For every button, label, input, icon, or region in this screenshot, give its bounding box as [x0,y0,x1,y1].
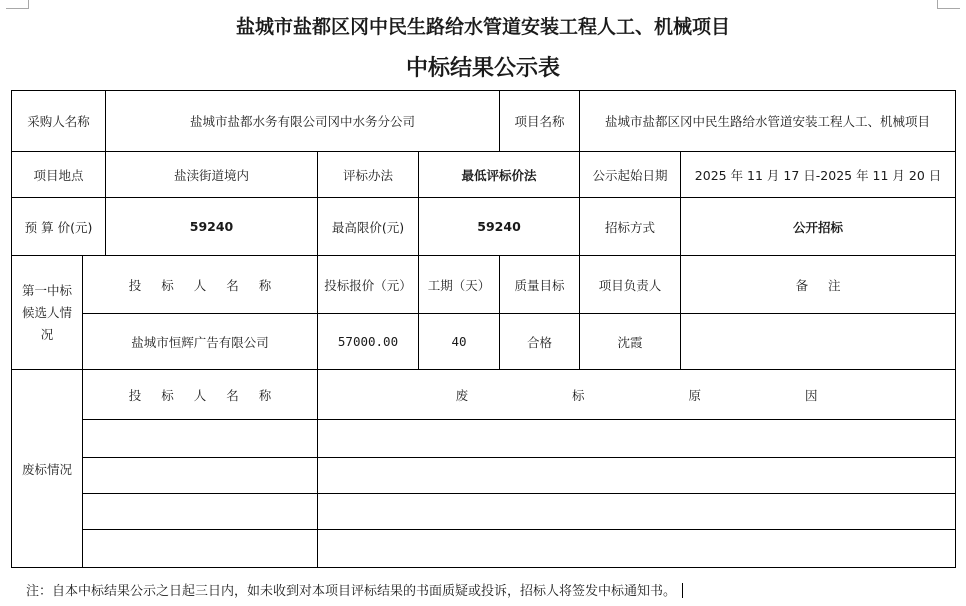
purchaser-label: 采购人名称 [12,91,106,152]
page-corner-mark-left [6,0,29,9]
budget-value: 59240 [106,198,318,256]
document-subtitle: 中标结果公示表 [405,55,560,81]
project-name-value: 盐城市盐都区冈中民生路给水管道安装工程人工、机械项目 [580,91,956,152]
disqualified-reason-cell [318,530,956,568]
disqualified-reason-cell [318,420,956,458]
footnote-text: 注：自本中标结果公示之日起三日内，如未收到对本项目评标结果的书面质疑或投诉，招标人将签发中标通知书。 [26,584,677,599]
candidate-bid-price: 57000.00 [318,314,419,370]
candidate-quality: 合格 [500,314,580,370]
disqualified-bidder-cell [83,530,318,568]
candidate-bidder-name: 盐城市恒辉广告有限公司 [83,314,318,370]
eval-method-value: 最低评标价法 [419,152,580,198]
candidate-header-bid-price: 投标报价（元） [318,256,419,314]
candidate-header-manager: 项目负责人 [580,256,681,314]
disqualified-reason-cell [318,458,956,494]
candidate-header-remarks: 备 注 [681,256,956,314]
disqualified-row [12,420,956,458]
bidding-method-label: 招标方式 [580,198,681,256]
disqualified-header-reason: 废 标 原 因 [318,370,956,420]
publicity-start-value: 2025 年 11 月 17 日-2025 年 11 月 20 日 [681,152,956,198]
purchaser-value: 盐城市盐都水务有限公司冈中水务分公司 [106,91,500,152]
disqualified-bidder-cell [83,494,318,530]
disqualified-bidder-cell [83,458,318,494]
disqualified-row [12,530,956,568]
candidate-manager: 沈霞 [580,314,681,370]
eval-method-label: 评标办法 [318,152,419,198]
location-label: 项目地点 [12,152,106,198]
disqualified-section-label: 废标情况 [12,370,83,568]
candidate-header-quality: 质量目标 [500,256,580,314]
disqualified-header-row [12,370,956,420]
disqualified-bidder-cell [83,420,318,458]
location-value: 盐渎街道境内 [106,152,318,198]
candidate-remarks [681,314,956,370]
result-table [11,90,956,568]
page-corner-mark-right [937,0,960,9]
project-name-label: 项目名称 [500,91,580,152]
disqualified-header-bidder-name: 投 标 人 名 称 [83,370,318,420]
budget-label: 预 算 价(元) [12,198,106,256]
publicity-start-label: 公示起始日期 [580,152,681,198]
disqualified-reason-cell [318,494,956,530]
candidate-header-row [12,256,956,314]
candidate-data-row [12,314,956,370]
max-price-value: 59240 [419,198,580,256]
footnote [26,580,683,599]
candidate-duration: 40 [419,314,500,370]
location-row [12,152,956,198]
disqualified-row [12,458,956,494]
purchaser-row [12,91,956,152]
candidate-section-label: 第一中标候选人情况 [12,256,83,370]
budget-row [12,198,956,256]
candidate-header-bidder-name: 投 标 人 名 称 [83,256,318,314]
disqualified-row [12,494,956,530]
candidate-header-duration: 工期（天） [419,256,500,314]
text-cursor [682,583,683,598]
document-title: 盐城市盐都区冈中民生路给水管道安装工程人工、机械项目 [235,16,730,38]
bidding-method-value: 公开招标 [681,198,956,256]
max-price-label: 最高限价(元) [318,198,419,256]
